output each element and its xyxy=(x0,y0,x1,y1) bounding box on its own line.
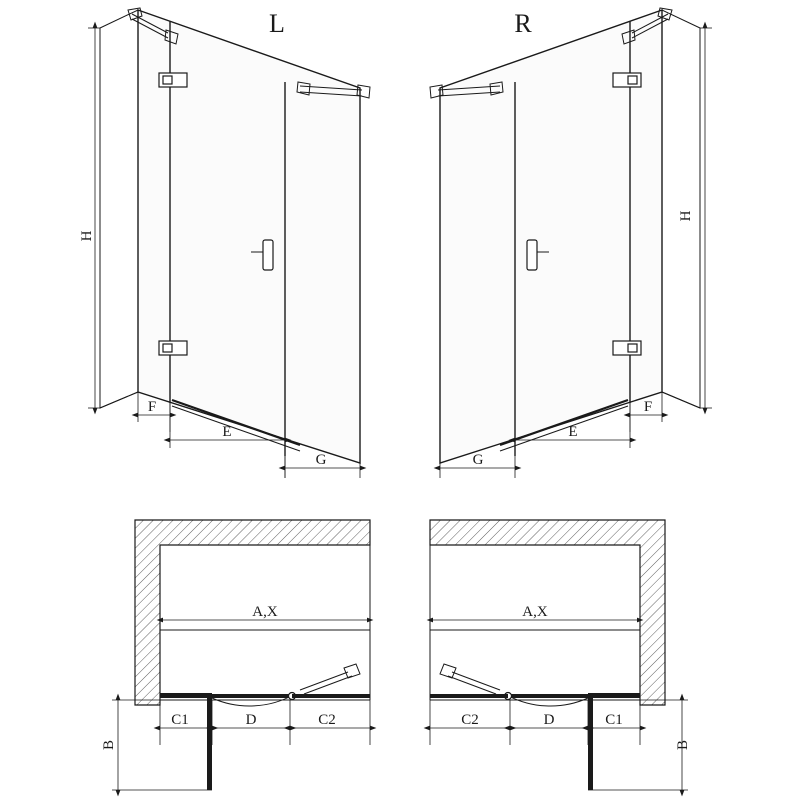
plan-right-stabilizer xyxy=(440,664,500,694)
right-dimension-height xyxy=(700,28,712,408)
plan-right-door-leaf xyxy=(588,695,593,790)
elevation-left-view xyxy=(79,8,370,478)
plan-left-segment-dims xyxy=(160,700,370,745)
plan-right-fixed-c1 xyxy=(588,693,640,698)
plan-right-view xyxy=(430,520,691,790)
plan-left-stabilizer xyxy=(300,664,360,694)
plan-left-label-c2: C2 xyxy=(318,712,336,728)
right-label-f: F xyxy=(643,399,653,415)
plan-right-label-d: D xyxy=(543,712,555,728)
right-label-h: H xyxy=(678,210,694,222)
left-floor-edge xyxy=(100,392,138,408)
right-hinge-bottom-plate xyxy=(628,344,637,352)
plan-right-dimension-b xyxy=(588,700,688,790)
plan-left-door-leaf xyxy=(207,695,212,790)
left-label-g: G xyxy=(315,452,327,468)
plan-left-dimension-b xyxy=(112,700,212,790)
plan-right-label-c2: C2 xyxy=(461,712,479,728)
right-label-e: E xyxy=(568,424,578,440)
plan-left-label-ax: A,X xyxy=(252,604,278,620)
plan-right-fixed-d xyxy=(510,694,588,698)
right-hinge-top-plate xyxy=(628,76,637,84)
plan-left-label-b: B xyxy=(101,739,117,751)
elevation-right-view xyxy=(430,8,712,478)
plan-left-fixed-c2 xyxy=(292,694,370,698)
right-floor-edge xyxy=(662,392,700,408)
right-door-handle xyxy=(527,240,537,270)
plan-left-fixed-d xyxy=(212,694,290,698)
left-side-wall xyxy=(100,10,138,408)
plan-right-label-b: B xyxy=(675,739,691,751)
left-hinge-top-plate xyxy=(163,76,172,84)
view-label-left: L xyxy=(269,9,285,38)
plan-right-label-c1: C1 xyxy=(605,712,623,728)
left-label-h: H xyxy=(79,230,95,242)
plan-left-fixed-c1 xyxy=(160,693,212,698)
plan-left-view xyxy=(101,520,370,790)
view-label-right: R xyxy=(514,9,532,38)
left-label-e: E xyxy=(222,424,232,440)
plan-right-label-ax: A,X xyxy=(522,604,548,620)
plan-right-fixed-c2 xyxy=(430,694,508,698)
plan-left-label-d: D xyxy=(245,712,257,728)
left-label-f: F xyxy=(147,399,157,415)
left-door-handle xyxy=(263,240,273,270)
left-hinge-bottom-plate xyxy=(163,344,172,352)
plan-left-label-c1: C1 xyxy=(171,712,189,728)
left-dimension-height xyxy=(88,28,100,408)
right-side-wall xyxy=(662,10,700,408)
right-label-g: G xyxy=(472,452,484,468)
